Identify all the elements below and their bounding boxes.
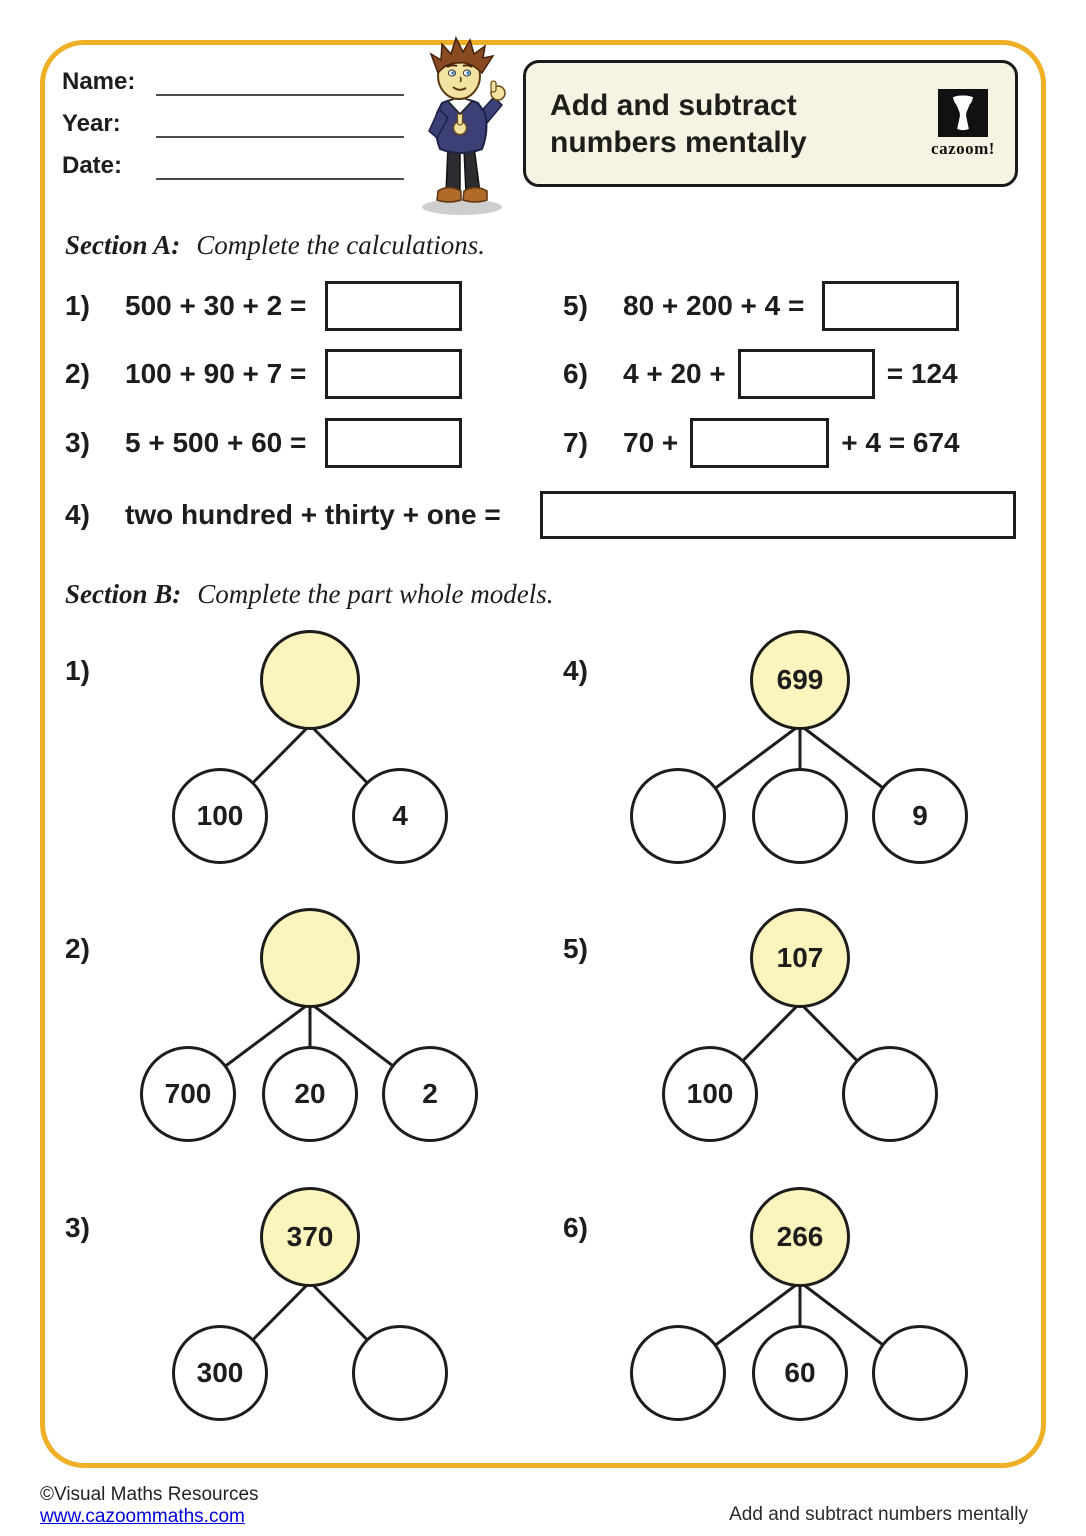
question-2 <box>65 348 462 400</box>
part-circle <box>172 768 268 864</box>
part-circle[interactable] <box>842 1046 938 1142</box>
question-7-number: 7) <box>563 427 588 458</box>
whole-value: 370 <box>286 1221 334 1252</box>
part-value: 100 <box>686 1078 734 1109</box>
date-label: Date: <box>62 152 123 179</box>
whole-circle <box>750 630 850 730</box>
name-field <box>62 70 404 96</box>
part-value: 9 <box>912 800 928 831</box>
part-whole-model-4 <box>630 630 970 870</box>
whole-value: 699 <box>776 664 824 695</box>
cazoom-logo-text: cazoom! <box>931 139 995 158</box>
part-value: 100 <box>196 800 244 831</box>
question-5-expression: 80 + 200 + 4 = <box>623 290 805 321</box>
title-line-1: Add and subtract <box>550 89 797 122</box>
section-a-instruction: Complete the calculations. <box>196 230 485 260</box>
model-1-number: 1) <box>65 655 90 686</box>
question-7-result: + 4 = 674 <box>841 427 960 458</box>
question-2-expression: 100 + 90 + 7 = <box>125 358 307 389</box>
question-3-expression: 5 + 500 + 60 = <box>125 427 307 458</box>
part-whole-model-2 <box>140 908 480 1148</box>
question-1 <box>65 280 462 332</box>
part-whole-model-6 <box>630 1187 970 1427</box>
model-3-number: 3) <box>65 1212 90 1243</box>
whole-circle <box>750 1187 850 1287</box>
section-a-header <box>65 230 485 261</box>
copyright-text: ©Visual Maths Resources <box>40 1484 259 1505</box>
question-5 <box>563 280 959 332</box>
part-value: 4 <box>392 800 408 831</box>
cazoom-logo <box>921 89 1005 159</box>
part-circle[interactable] <box>752 768 848 864</box>
worksheet-title-box <box>523 60 1018 187</box>
section-a-title: Section A: <box>65 230 181 260</box>
question-5-answer-box[interactable] <box>822 281 959 331</box>
cartoon-boy-illustration <box>408 34 512 218</box>
footer-worksheet-title: Add and subtract numbers mentally <box>729 1504 1028 1525</box>
year-write-line[interactable] <box>156 118 404 138</box>
title-line-2: numbers mentally <box>550 126 807 159</box>
part-circle <box>872 768 968 864</box>
question-1-answer-box[interactable] <box>325 281 462 331</box>
question-3 <box>65 417 462 469</box>
website-link[interactable]: www.cazoommaths.com <box>40 1506 245 1527</box>
question-4 <box>65 489 1016 541</box>
worksheet-title <box>550 87 807 161</box>
part-value: 20 <box>294 1078 326 1109</box>
whole-circle <box>260 1187 360 1287</box>
part-circle <box>382 1046 478 1142</box>
part-circle <box>752 1325 848 1421</box>
question-5-number: 5) <box>563 290 588 321</box>
part-circle <box>140 1046 236 1142</box>
part-circle[interactable] <box>630 1325 726 1421</box>
question-6-expression: 4 + 20 + <box>623 358 726 389</box>
part-circle <box>172 1325 268 1421</box>
name-write-line[interactable] <box>156 76 404 96</box>
year-label: Year: <box>62 110 121 137</box>
whole-value: 107 <box>776 942 824 973</box>
question-6-answer-box[interactable] <box>738 349 875 399</box>
whole-circle[interactable] <box>260 908 360 1008</box>
whole-value: 266 <box>776 1221 824 1252</box>
section-b-instruction: Complete the part whole models. <box>197 579 554 609</box>
model-5-number: 5) <box>563 933 588 964</box>
whole-circle[interactable] <box>260 630 360 730</box>
question-7-answer-box[interactable] <box>690 418 829 468</box>
question-3-answer-box[interactable] <box>325 418 462 468</box>
question-7-expression: 70 + <box>623 427 679 458</box>
year-field <box>62 112 404 138</box>
part-circle <box>262 1046 358 1142</box>
question-4-answer-box[interactable] <box>540 491 1016 539</box>
date-field <box>62 154 404 180</box>
name-label: Name: <box>62 68 136 95</box>
question-4-expression: two hundred + thirty + one = <box>125 499 501 530</box>
drum-icon <box>938 89 988 137</box>
section-b-header <box>65 579 553 610</box>
part-circle[interactable] <box>352 1325 448 1421</box>
question-6 <box>563 348 958 400</box>
question-1-expression: 500 + 30 + 2 = <box>125 290 307 321</box>
question-7 <box>563 417 960 469</box>
part-circle[interactable] <box>872 1325 968 1421</box>
part-circle <box>352 768 448 864</box>
question-2-answer-box[interactable] <box>325 349 462 399</box>
section-b-title: Section B: <box>65 579 182 609</box>
part-whole-model-1 <box>140 630 480 870</box>
question-3-number: 3) <box>65 427 90 458</box>
question-1-number: 1) <box>65 290 90 321</box>
question-6-result: = 124 <box>886 358 958 389</box>
whole-circle <box>750 908 850 1008</box>
part-circle <box>662 1046 758 1142</box>
part-whole-model-3 <box>140 1187 480 1427</box>
part-value: 60 <box>784 1357 816 1388</box>
model-6-number: 6) <box>563 1212 588 1243</box>
part-value: 300 <box>196 1357 244 1388</box>
part-whole-model-5 <box>630 908 970 1148</box>
question-6-number: 6) <box>563 358 588 389</box>
question-2-number: 2) <box>65 358 90 389</box>
part-value: 700 <box>164 1078 212 1109</box>
part-circle[interactable] <box>630 768 726 864</box>
question-4-number: 4) <box>65 499 90 530</box>
model-2-number: 2) <box>65 933 90 964</box>
part-value: 2 <box>422 1078 438 1109</box>
date-write-line[interactable] <box>156 160 404 180</box>
model-4-number: 4) <box>563 655 588 686</box>
